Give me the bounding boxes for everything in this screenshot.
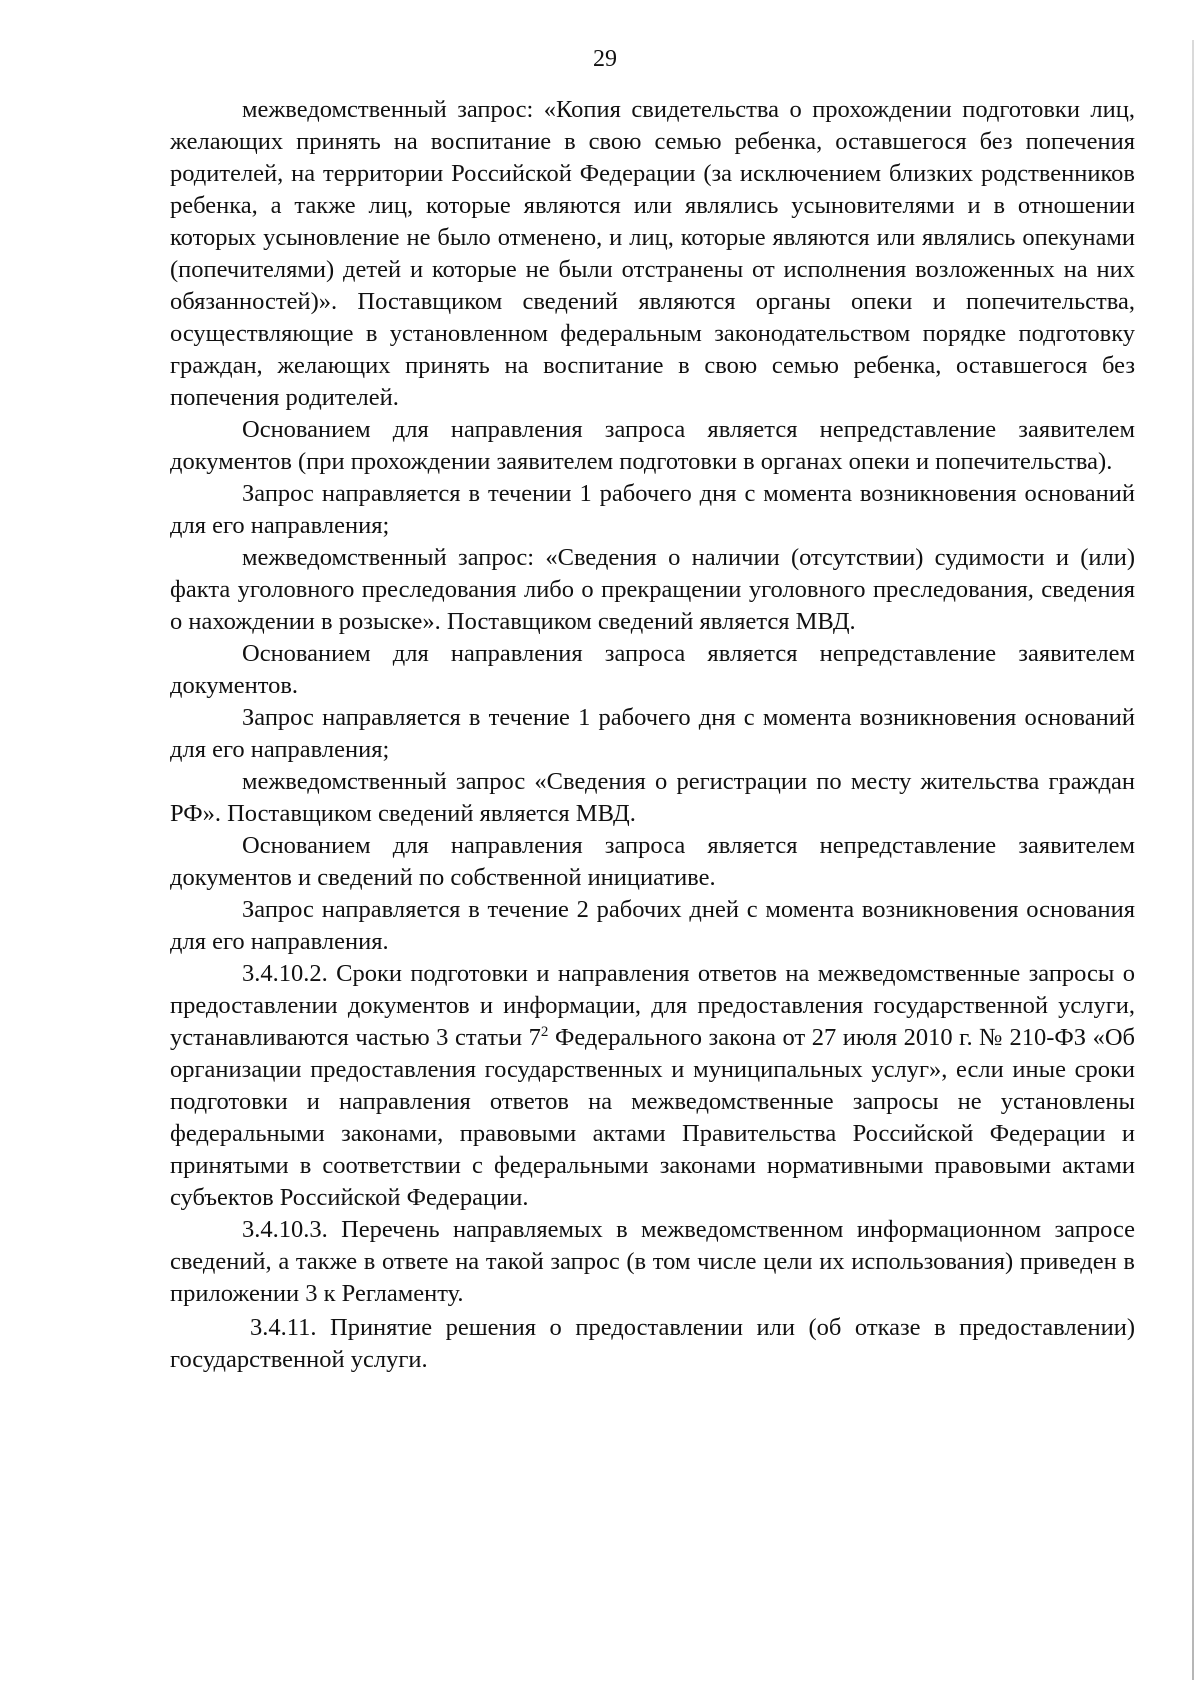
paragraph-request-deadline-2: Запрос направляется в течение 1 рабочего дня с момента возникновения оснований для его направления;	[170, 704, 1135, 763]
paragraph-request-registration: межведомственный запрос «Сведения о регистрации по месту жительства граждан РФ». Поставщиком сведений является МВД.	[170, 768, 1135, 827]
paragraph-request-basis-2: Основанием для направления запроса является непредставление заявителем документов.	[170, 640, 1135, 699]
paragraph-request-basis-1: Основанием для направления запроса является непредставление заявителем документов (при прохождении заявителем подготовки в органах опеки и попечительства).	[170, 416, 1135, 475]
scan-edge-line	[1192, 40, 1194, 1680]
paragraph-3-4-11: 3.4.11. Принятие решения о предоставлении или (об отказе в предоставлении) государственной услуги.	[170, 1314, 1135, 1373]
paragraph-3-4-10-2	[170, 958, 1135, 1214]
article-superscript: 2	[540, 1023, 549, 1040]
page-number: 29	[593, 46, 617, 72]
paragraph-request-deadline-1: Запрос направляется в течении 1 рабочего дня с момента возникновения оснований для его направления;	[170, 480, 1135, 539]
paragraph-request-basis-3: Основанием для направления запроса является непредставление заявителем документов и сведений по собственной инициативе.	[170, 832, 1135, 891]
paragraph-3-4-10-3: 3.4.10.3. Перечень направляемых в межведомственном информационном запросе сведений, а также в ответе на такой запрос (в том числе цели их использования) приведен в приложении 3 к Регламенту.	[170, 1216, 1135, 1307]
paragraph-request-deadline-3: Запрос направляется в течение 2 рабочих дней с момента возникновения основания для его направления.	[170, 896, 1135, 955]
document-body	[170, 94, 1135, 1376]
paragraph-3-4-10-2-text-end: Федерального закона от 27 июля 2010 г. № 210-ФЗ «Об организации предоставления государственных и муниципальных услуг», если иные сроки подготовки и направления ответов на межведомственные запросы не установлены федеральными законами, правовыми актами Правительства Российской Федерации и принятыми в соответствии с федеральными законами нормативными правовыми актами субъектов Российской Федерации.	[170, 1024, 1136, 1211]
paragraph-3-4-10-2-text-start: 3.4.10.2. Сроки подготовки и направления ответов на межведомственные запросы о предоставлении документов и информации, для предоставления государственной услуги, устанавливаются частью 3 статьи 7	[170, 960, 1135, 1051]
paragraph-request-criminal-record: межведомственный запрос: «Сведения о наличии (отсутствии) судимости и (или) факта уголовного преследования либо о прекращении уголовного преследования, сведения о нахождении в розыске». Поставщиком сведений является МВД.	[170, 544, 1135, 635]
paragraph-request-training-certificate: межведомственный запрос: «Копия свидетельства о прохождении подготовки лиц, желающих принять на воспитание в свою семью ребенка, оставшегося без попечения родителей, на территории Российской Федерации (за исключением близких родственников ребенка, а также лиц, которые являются или являлись усыновителями и в отношении которых усыновление не было отменено, и лиц, которые являются или являлись опекунами (попечителями) детей и которые не были отстранены от исполнения возложенных на них обязанностей)». Поставщиком сведений являются органы опеки и попечительства, осуществляющие в установленном федеральным законодательством порядке подготовку граждан, желающих принять на воспитание в свою семью ребенка, оставшегося без попечения родителей.	[170, 96, 1135, 411]
